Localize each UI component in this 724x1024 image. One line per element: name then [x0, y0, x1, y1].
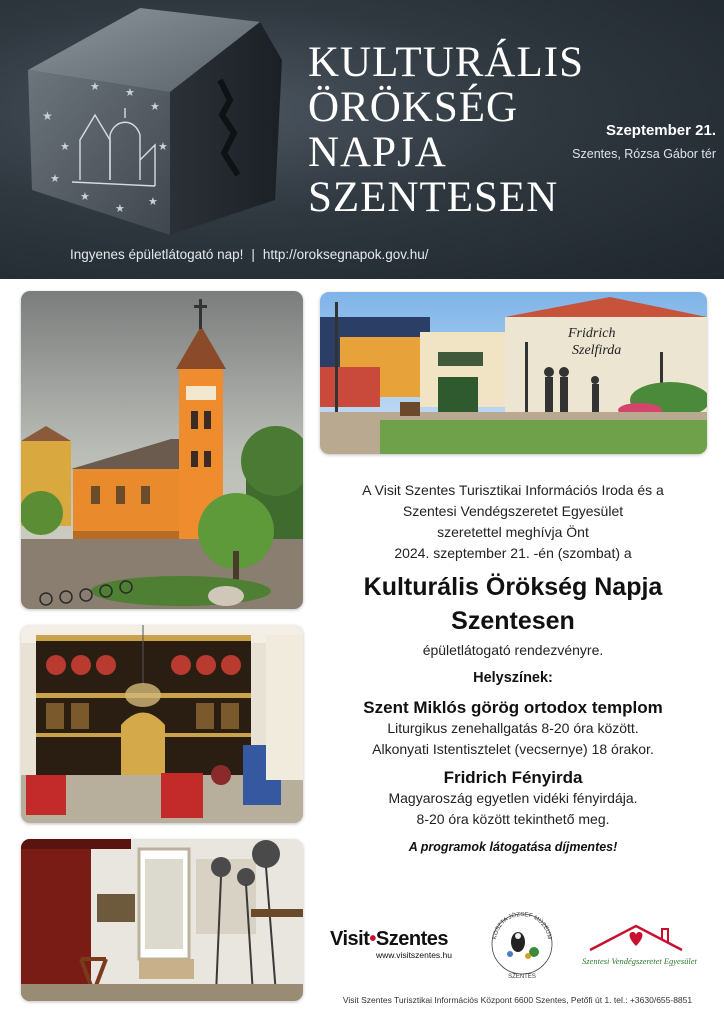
title-line: KULTURÁLIS	[308, 39, 584, 86]
fridrich-studio-street-photo	[320, 292, 707, 454]
svg-text:★: ★	[80, 191, 90, 203]
svg-text:★: ★	[150, 101, 160, 113]
invitation-text	[318, 480, 708, 854]
association-logo	[582, 920, 697, 972]
intro-line: 2024. szeptember 21. -én (szombat) a	[394, 545, 632, 561]
venue-detail: 8-20 óra között tekinthető meg.	[416, 811, 610, 827]
intro-line: Szentesi Vendégszeretet Egyesület	[402, 503, 624, 519]
tagline: Ingyenes épületlátogató nap!	[70, 247, 244, 262]
title-line: SZENTESEN	[308, 174, 559, 221]
museum-logo	[488, 906, 556, 984]
locations-heading: Helyszínek:	[473, 670, 553, 686]
iconostasis-photo	[21, 625, 303, 823]
svg-text:★: ★	[90, 81, 100, 93]
svg-text:★: ★	[115, 203, 125, 215]
logo-dot: •	[369, 928, 376, 950]
church-photo	[21, 291, 303, 609]
venue-detail: Alkonyati Istentisztelet (vecsernye) 18 órakor.	[372, 741, 654, 757]
association-name: Szentesi Vendégszeretet Egyesület	[582, 956, 697, 966]
visit-szentes-wordmark	[330, 928, 456, 951]
visit-szentes-url[interactable]: www.visitszentes.hu	[375, 950, 452, 960]
museum-arc-text: KOSZTA JÓZSEF MÚZEUM	[492, 911, 552, 940]
intro-line: A Visit Szentes Turisztikai Információs Iroda és a	[362, 482, 664, 498]
event-title-line: Szentesen	[451, 607, 575, 635]
venue-detail: Magyaroszág egyetlen vidéki fényirdája.	[388, 790, 638, 806]
svg-text:★: ★	[125, 87, 135, 99]
event-subtitle: épületlátogató rendezvényre.	[422, 642, 604, 658]
svg-text:★: ★	[60, 141, 70, 153]
website-link[interactable]: http://oroksegnapok.gov.hu/	[262, 247, 429, 262]
svg-text:★: ★	[158, 141, 168, 153]
photo-studio-photo	[21, 839, 303, 1001]
event-place: Szentes, Rózsa Gábor tér	[572, 147, 716, 161]
intro-line: szeretettel meghívja Önt	[437, 524, 589, 540]
title-line: NAPJA	[308, 129, 447, 176]
svg-text:★: ★	[42, 109, 53, 123]
event-title	[318, 570, 708, 638]
venue-name: Fridrich Fényirda	[443, 768, 583, 787]
visit-szentes-logo	[330, 928, 456, 970]
svg-text:★: ★	[50, 173, 60, 185]
header-tagline-row	[70, 247, 429, 262]
footer-contact: Visit Szentes Turisztikai Információs Központ 6600 Szentes, Petőfi út 1. tel.: +3630/655-8851	[342, 995, 693, 1005]
event-date: Szeptember 21.	[605, 122, 716, 139]
venue-detail: Liturgikus zenehallgatás 8-20 óra között.	[387, 720, 639, 736]
separator: |	[251, 247, 255, 262]
free-admission-note: A programok látogatása díjmentes!	[408, 840, 618, 854]
svg-text:★: ★	[148, 196, 158, 208]
street-sign-text: Szelfirda	[572, 343, 622, 358]
venue-name: Szent Miklós görög ortodox templom	[363, 698, 663, 717]
invitation-intro	[318, 480, 708, 564]
logo-word: Szentes	[375, 928, 448, 950]
title-line: ÖRÖKSÉG	[308, 84, 519, 131]
granite-stone-image	[20, 0, 290, 250]
event-title-line: Kulturális Örökség Napja	[363, 573, 663, 601]
street-sign-text: Fridrich	[568, 326, 616, 341]
event-date-block	[516, 122, 716, 161]
header-banner	[0, 0, 724, 279]
logo-word: Visit	[330, 928, 370, 950]
museum-city-text: SZENTES	[508, 974, 536, 980]
